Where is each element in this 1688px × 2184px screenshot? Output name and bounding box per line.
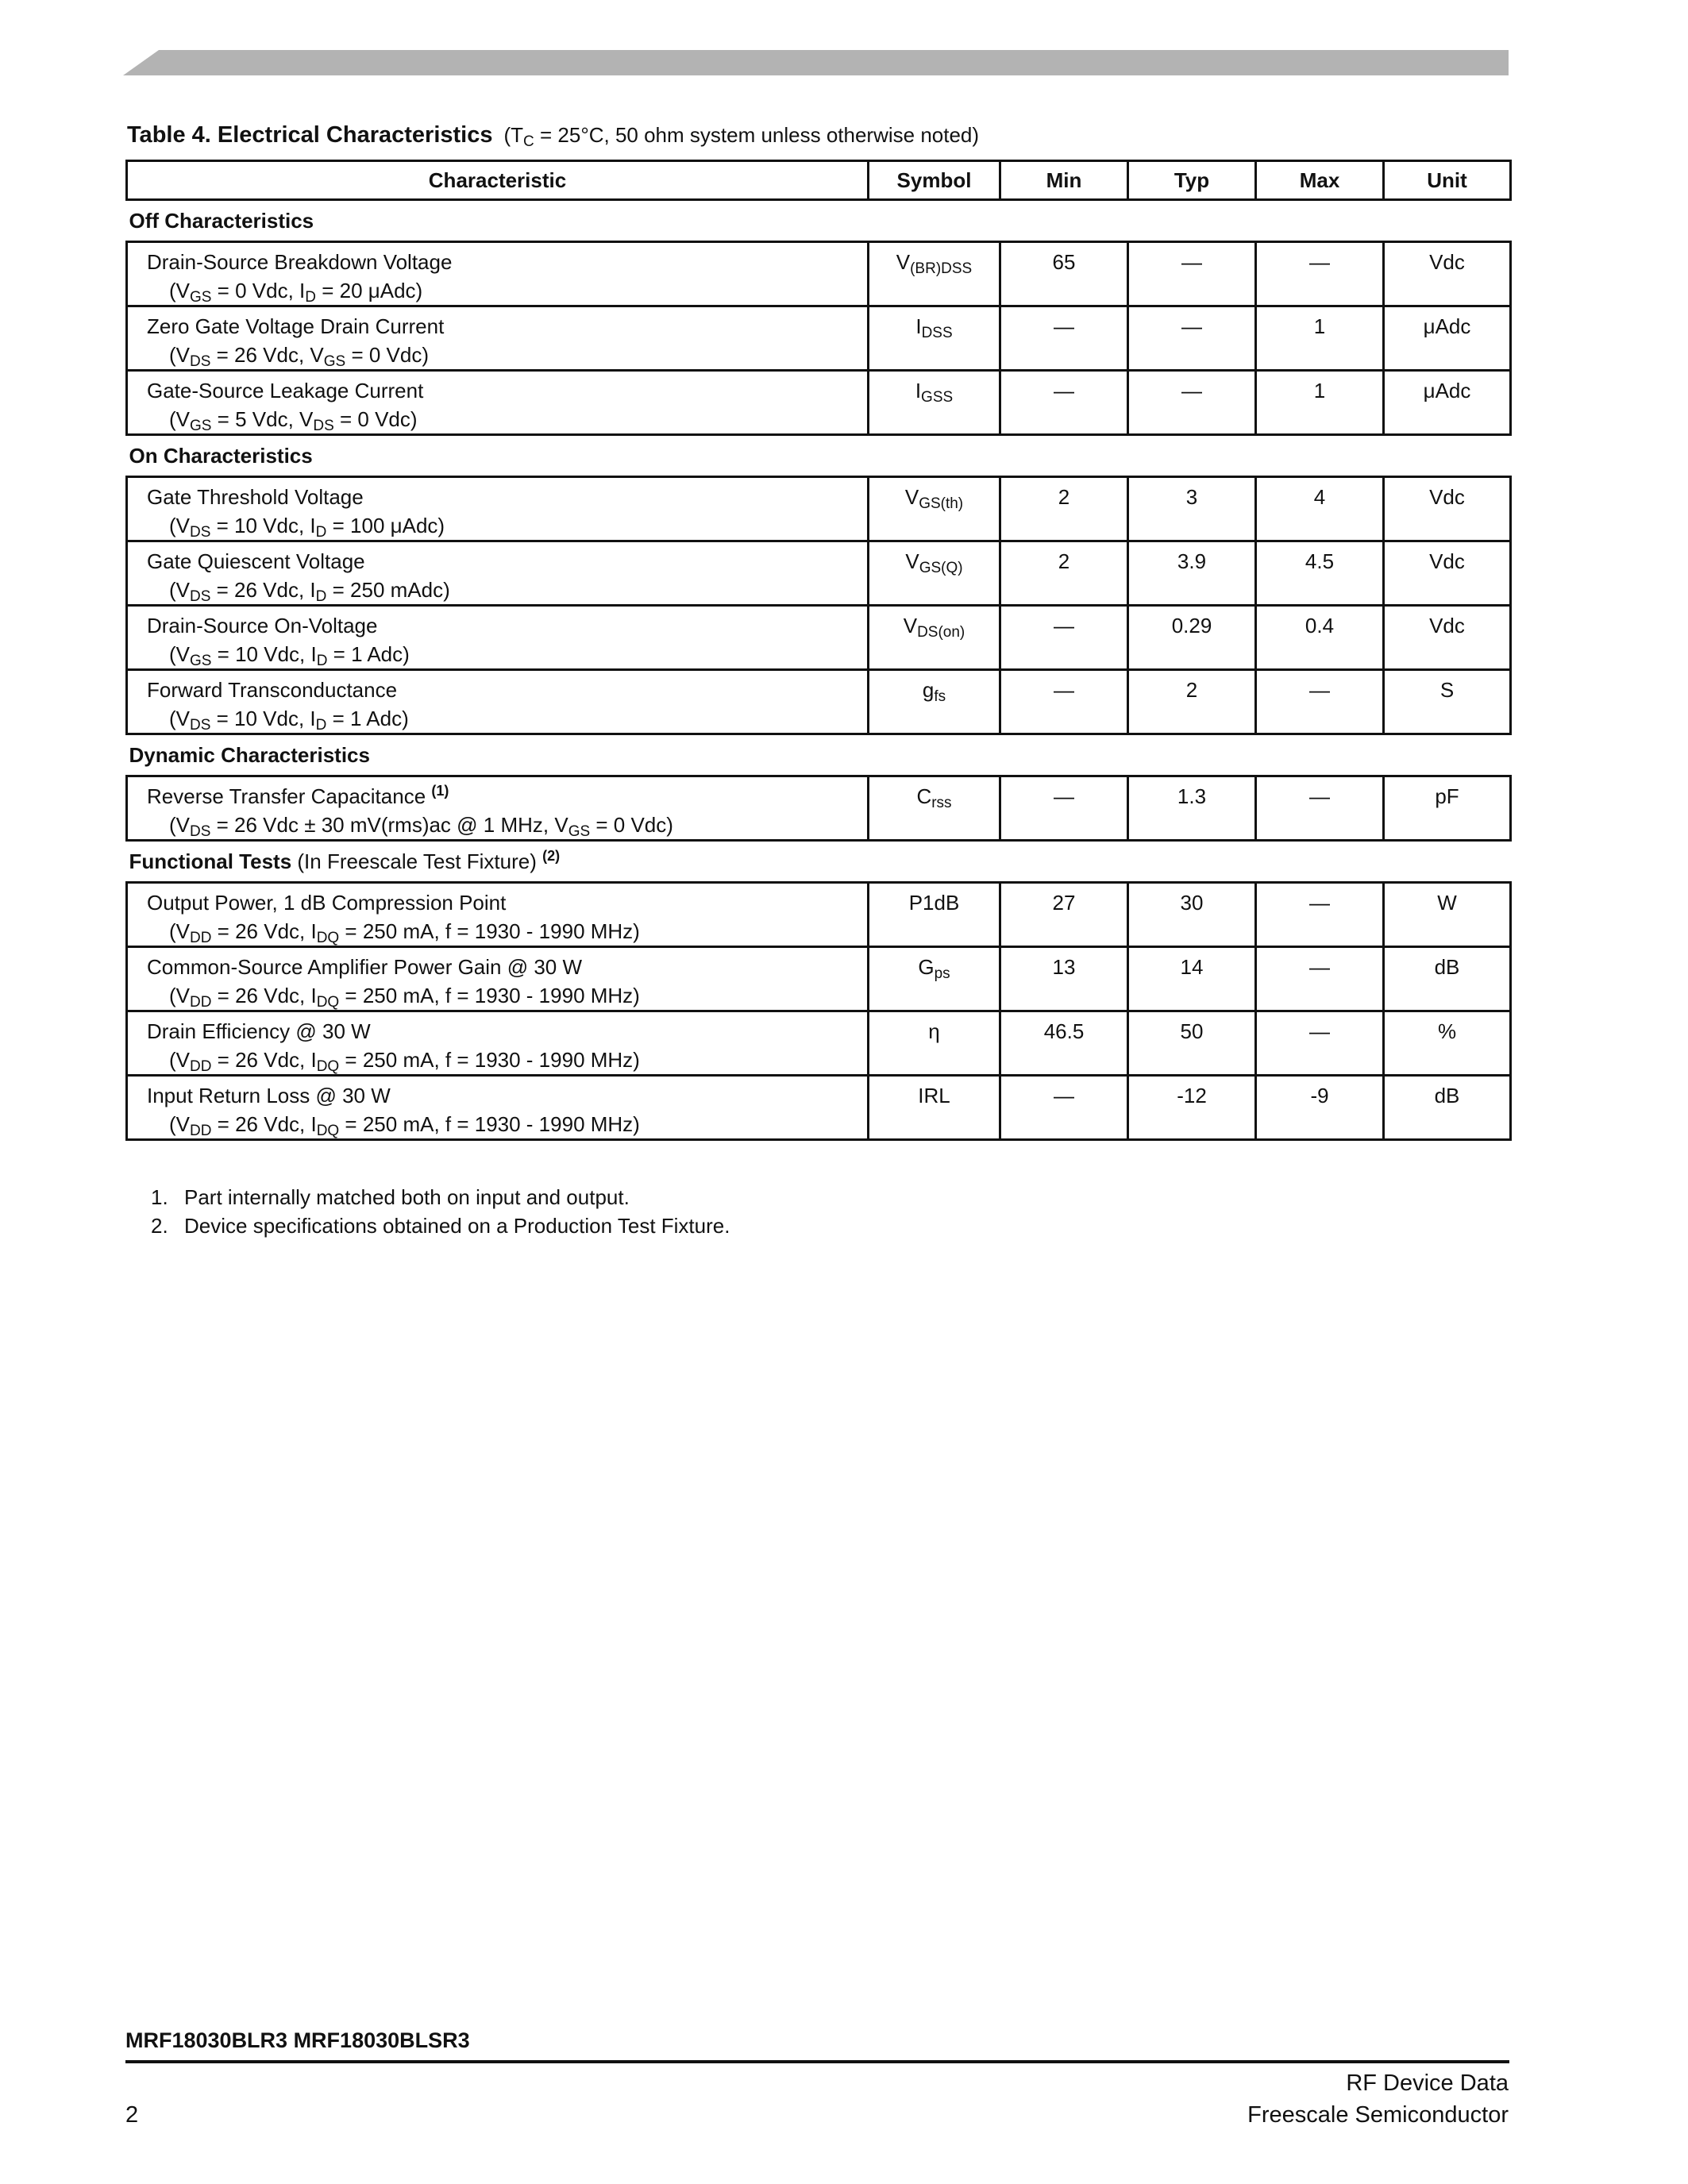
min-cell: — [1000,1076,1128,1140]
unit-cell: Vdc [1384,606,1511,670]
characteristic-cell [127,306,869,371]
unit-cell: dB [1384,947,1511,1011]
section-label: Functional Tests (In Freescale Test Fixture) $^{(2)}$ [127,841,1511,883]
table-row [127,947,1511,1011]
min-cell: 65 [1000,242,1128,306]
table-conditions: ($T_C = 25^\circ C$, 50 ohm system unless otherwise noted) [503,123,980,150]
page-number: 2 [125,2102,139,2128]
header-characteristic: Characteristic [127,161,869,200]
company-name: Freescale Semiconductor [1247,2102,1509,2128]
characteristic-name: Forward Transconductance [147,678,398,702]
table-row [127,1076,1511,1140]
min-cell: 13 [1000,947,1128,1011]
test-conditions: ($V_{DS} = 26$ Vdc, $V_{GS} = 0$ Vdc) [169,343,430,370]
characteristic-cell [127,947,869,1011]
unit-cell: μAdc [1384,306,1511,371]
max-cell: — [1256,242,1384,306]
characteristic-name: Output Power, 1 dB Compression Point [147,891,507,915]
characteristic-cell [127,883,869,947]
max-cell: — [1256,776,1384,841]
symbol-cell: $C_{rss}$ [869,776,1000,841]
characteristic-cell [127,477,869,541]
unit-cell: Vdc [1384,477,1511,541]
test-conditions: ($V_{DD} = 26$ Vdc, $I_{DQ} = 250$ mA, f = 1930 - 1990 MHz) [169,1048,640,1075]
min-cell: — [1000,306,1128,371]
characteristic-cell [127,670,869,734]
table-row [127,242,1511,306]
min-cell: — [1000,776,1128,841]
section-label: On Characteristics [127,435,1511,477]
test-conditions: ($V_{DD} = 26$ Vdc, $I_{DQ} = 250$ mA, f = 1930 - 1990 MHz) [169,919,640,946]
footer-right [1247,2067,1509,2131]
test-conditions: ($V_{GS} = 0$ Vdc, $I_D = 20$ μAdc) [169,279,423,306]
test-conditions: ($V_{DS} = 10$ Vdc, $I_D = 100$ μAdc) [169,514,445,541]
typ-cell: — [1128,371,1256,435]
characteristic-cell [127,1011,869,1076]
unit-cell: pF [1384,776,1511,841]
max-cell: 1 [1256,306,1384,371]
table-row [127,883,1511,947]
characteristic-cell [127,776,869,841]
characteristic-name: Gate Threshold Voltage [147,485,364,509]
characteristic-name: Drain Efficiency @ 30 W [147,1019,371,1043]
typ-cell: — [1128,242,1256,306]
max-cell: -9 [1256,1076,1384,1140]
typ-cell: 3 [1128,477,1256,541]
symbol-cell: $V_{DS(on)}$ [869,606,1000,670]
characteristic-cell [127,606,869,670]
unit-cell: W [1384,883,1511,947]
footnotes [151,1183,730,1240]
test-conditions: ($V_{DD} = 26$ Vdc, $I_{DQ} = 250$ mA, f = 1930 - 1990 MHz) [169,1112,640,1139]
symbol-cell: $G_{ps}$ [869,947,1000,1011]
characteristic-name: Gate-Source Leakage Current [147,379,424,403]
unit-cell: μAdc [1384,371,1511,435]
max-cell: — [1256,883,1384,947]
characteristic-cell [127,541,869,606]
max-cell: 0.4 [1256,606,1384,670]
table-row [127,541,1511,606]
unit-cell: dB [1384,1076,1511,1140]
min-cell: — [1000,606,1128,670]
min-cell: 2 [1000,541,1128,606]
table-title [127,122,979,148]
typ-cell: 30 [1128,883,1256,947]
test-conditions: ($V_{DS} = 26$ Vdc ± 30 mV(rms)ac @ 1 MHz, $V_{GS} = 0$ Vdc) [169,813,673,840]
test-conditions: ($V_{DD} = 26$ Vdc, $I_{DQ} = 250$ mA, f = 1930 - 1990 MHz) [169,984,640,1011]
unit-cell: S [1384,670,1511,734]
table-row [127,477,1511,541]
symbol-cell: P1dB [869,883,1000,947]
footnote: 1. Part internally matched both on input and output. [151,1185,630,1209]
typ-cell: 14 [1128,947,1256,1011]
characteristic-name: Common-Source Amplifier Power Gain @ 30 W [147,955,583,979]
table-header-row [127,161,1511,200]
characteristic-name: Zero Gate Voltage Drain Current [147,314,445,338]
typ-cell: 0.29 [1128,606,1256,670]
footnote: 2. Device specifications obtained on a Production Test Fixture. [151,1214,730,1238]
symbol-cell: η [869,1011,1000,1076]
typ-cell: 3.9 [1128,541,1256,606]
characteristic-cell [127,242,869,306]
max-cell: 4.5 [1256,541,1384,606]
electrical-characteristics-table [125,160,1512,1141]
symbol-cell: $g_{fs}$ [869,670,1000,734]
section-label: Dynamic Characteristics [127,734,1511,776]
characteristic-cell [127,371,869,435]
symbol-cell: $V_{GS(Q)}$ [869,541,1000,606]
table-row [127,371,1511,435]
characteristic-name: Reverse Transfer Capacitance [147,784,426,808]
symbol-cell: $V_{(BR)DSS}$ [869,242,1000,306]
max-cell: — [1256,670,1384,734]
min-cell: 46.5 [1000,1011,1128,1076]
min-cell: 2 [1000,477,1128,541]
footnote-ref: (1) [431,783,449,799]
characteristic-cell [127,1076,869,1140]
characteristic-name: Drain-Source On-Voltage [147,614,378,637]
unit-cell: Vdc [1384,541,1511,606]
max-cell: — [1256,947,1384,1011]
symbol-cell: IRL [869,1076,1000,1140]
section-dynamic [127,734,1511,776]
max-cell: — [1256,1011,1384,1076]
max-cell: 4 [1256,477,1384,541]
characteristic-name: Input Return Loss @ 30 W [147,1084,391,1107]
test-conditions: ($V_{GS} = 5$ Vdc, $V_{DS} = 0$ Vdc) [169,407,418,434]
header-bar [123,50,1509,75]
min-cell: 27 [1000,883,1128,947]
min-cell: — [1000,371,1128,435]
typ-cell: 2 [1128,670,1256,734]
section-label: Off Characteristics [127,200,1511,242]
header-symbol: Symbol [869,161,1000,200]
typ-cell: — [1128,306,1256,371]
section-functional [127,841,1511,883]
unit-cell: Vdc [1384,242,1511,306]
table-row [127,306,1511,371]
symbol-cell: $I_{GSS}$ [869,371,1000,435]
min-cell: — [1000,670,1128,734]
symbol-cell: $V_{GS(th)}$ [869,477,1000,541]
header-unit: Unit [1384,161,1511,200]
table-row [127,606,1511,670]
header-max: Max [1256,161,1384,200]
test-conditions: ($V_{DS} = 26$ Vdc, $I_D = 250$ mAdc) [169,578,450,605]
footer-rule [125,2060,1509,2063]
doc-type: RF Device Data [1346,2070,1509,2096]
section-off [127,200,1511,242]
part-numbers: MRF18030BLR3 MRF18030BLSR3 [125,2028,470,2052]
table-row [127,776,1511,841]
table-title-text: Table 4. Electrical Characteristics [127,122,493,148]
typ-cell: -12 [1128,1076,1256,1140]
test-conditions: ($V_{GS} = 10$ Vdc, $I_D = 1$ Adc) [169,642,410,669]
header-min: Min [1000,161,1128,200]
typ-cell: 50 [1128,1011,1256,1076]
header-typ: Typ [1128,161,1256,200]
test-conditions: ($V_{DS} = 10$ Vdc, $I_D = 1$ Adc) [169,707,409,734]
unit-cell: % [1384,1011,1511,1076]
table-row [127,1011,1511,1076]
table-row [127,670,1511,734]
section-on [127,435,1511,477]
characteristic-name: Drain-Source Breakdown Voltage [147,250,453,274]
symbol-cell: $I_{DSS}$ [869,306,1000,371]
typ-cell: 1.3 [1128,776,1256,841]
characteristic-name: Gate Quiescent Voltage [147,549,365,573]
max-cell: 1 [1256,371,1384,435]
